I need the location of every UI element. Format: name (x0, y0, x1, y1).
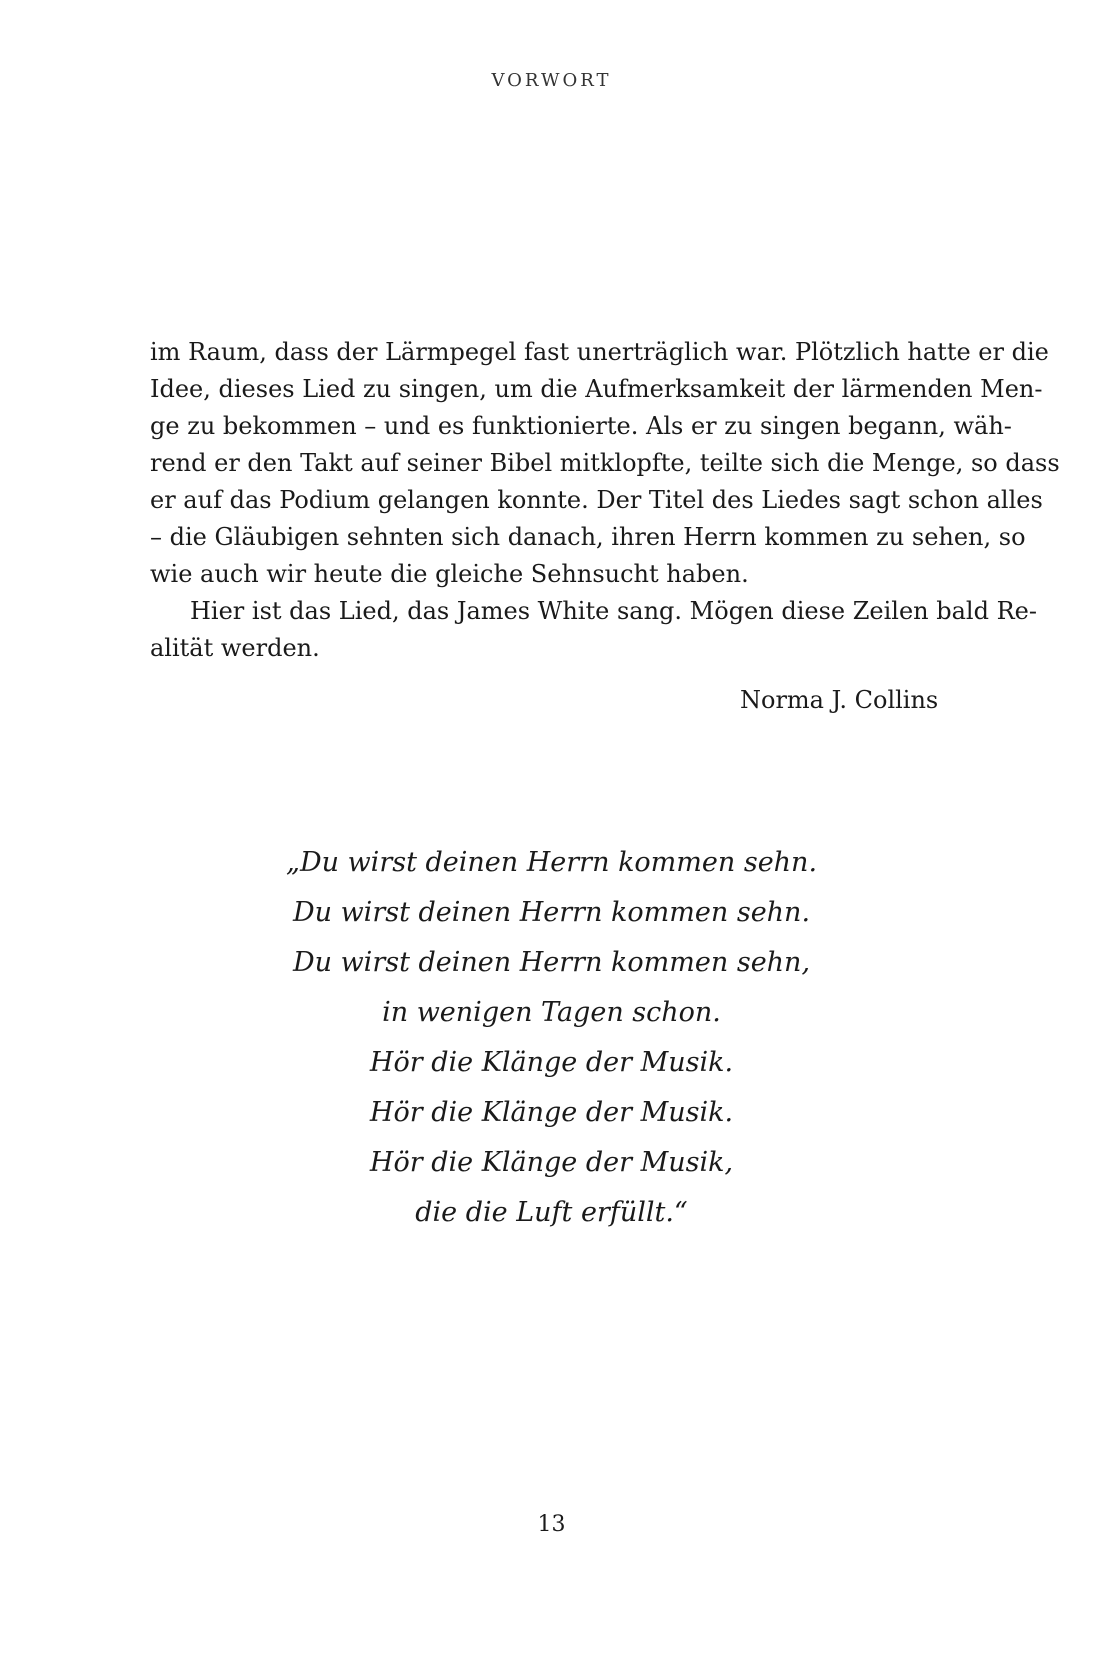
body-line: ge zu bekommen – und es funktionierte. Als er zu singen begann, wäh- (150, 412, 1012, 440)
lyric-line: in wenigen Tagen schon. (382, 997, 721, 1028)
lyric-line: Hör die Klänge der Musik. (369, 1047, 734, 1078)
lyric-line: „Du wirst deinen Herrn kommen sehn. (285, 847, 818, 878)
body-line: wie auch wir heute die gleiche Sehnsucht haben. (150, 560, 749, 588)
song-lyrics (0, 838, 1103, 1238)
author-signature: Norma J. Collins (740, 686, 939, 714)
body-line: Idee, dieses Lied zu singen, um die Aufmerksamkeit der lärmenden Men- (150, 375, 1043, 403)
body-text (150, 334, 1060, 667)
body-line: rend er den Takt auf seiner Bibel mitklopfte, teilte sich die Menge, so dass (150, 449, 1060, 477)
body-line: – die Gläubigen sehnten sich danach, ihren Herrn kommen zu sehen, so (150, 523, 1026, 551)
body-line: im Raum, dass der Lärmpegel fast unerträglich war. Plötzlich hatte er die (150, 338, 1049, 366)
lyric-line: die die Luft erfüllt.“ (415, 1197, 688, 1228)
lyric-line: Hör die Klänge der Musik. (369, 1097, 734, 1128)
page-number: 13 (537, 1512, 566, 1537)
lyric-line: Du wirst deinen Herrn kommen sehn, (292, 947, 811, 978)
lyric-line: Du wirst deinen Herrn kommen sehn. (292, 897, 811, 928)
running-head: VORWORT (491, 70, 612, 91)
body-line: er auf das Podium gelangen konnte. Der Titel des Liedes sagt schon alles (150, 486, 1043, 514)
body-line: Hier ist das Lied, das James White sang. Mögen diese Zeilen bald Re- (190, 597, 1037, 625)
body-line: alität werden. (150, 634, 320, 662)
lyric-line: Hör die Klänge der Musik, (369, 1147, 734, 1178)
